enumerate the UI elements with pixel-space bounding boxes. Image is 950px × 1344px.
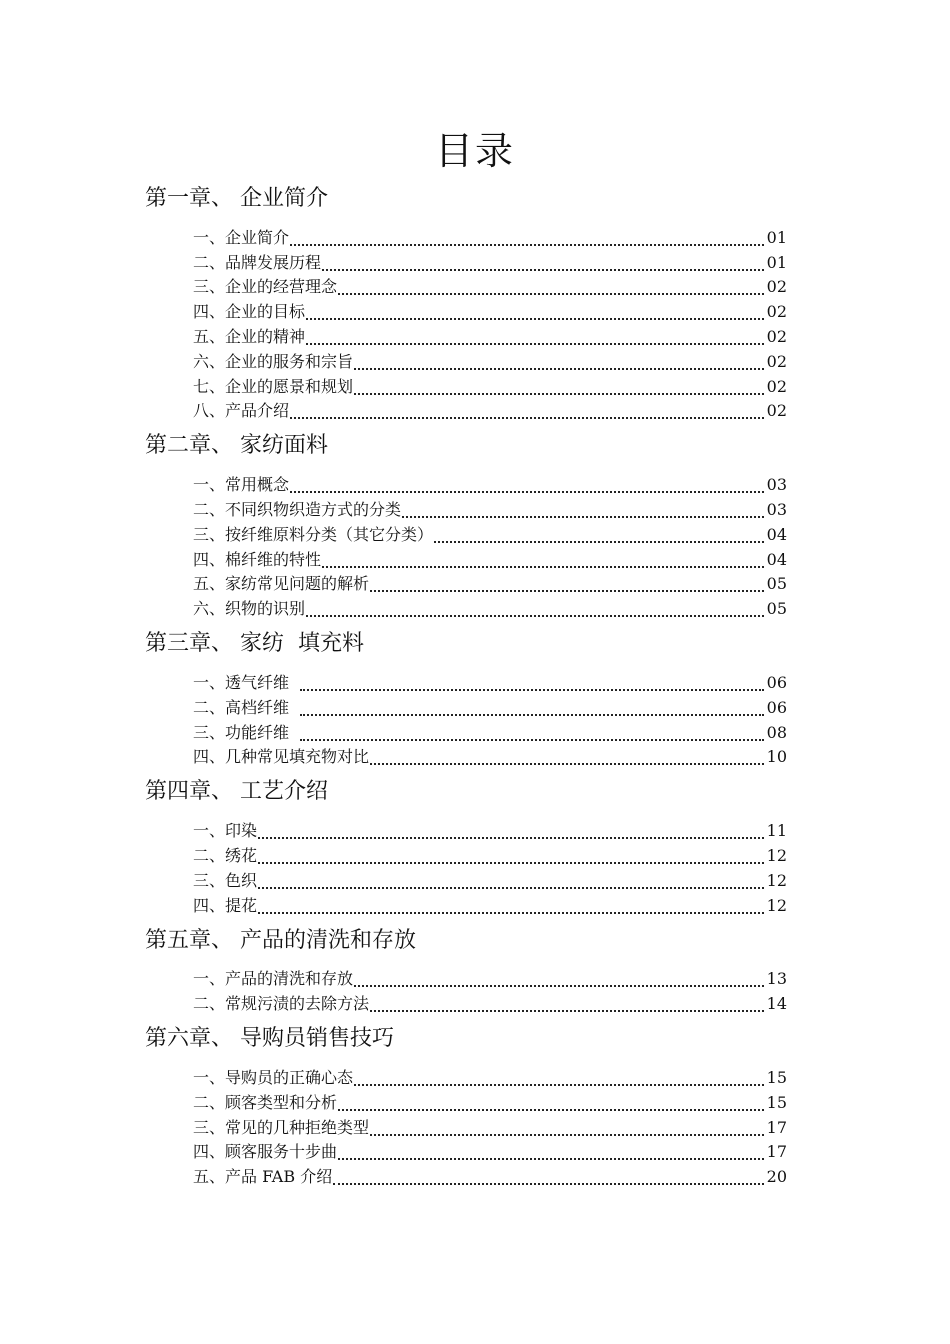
toc-entry-page-number: 12 [766, 870, 787, 890]
toc-entry[interactable] [145, 471, 787, 496]
toc-entry-label: 六、企业的服务和宗旨 [193, 351, 354, 371]
toc-entry-label: 一、印染 [193, 821, 258, 841]
dot-leader [354, 393, 764, 395]
toc-entry[interactable] [145, 1089, 787, 1114]
toc-entry-page-number: 14 [766, 994, 787, 1014]
toc-entry-label: 五、家纺常见问题的解析 [193, 574, 370, 594]
toc-entry-page-number: 13 [766, 969, 787, 989]
toc-entry[interactable] [145, 373, 787, 398]
toc-entry-page-number: 04 [766, 524, 787, 544]
dot-leader [338, 293, 764, 295]
toc-entry-page-number: 06 [766, 697, 787, 717]
toc-entry[interactable] [145, 546, 787, 571]
toc-entry-page-number: 02 [766, 351, 787, 371]
toc-entry-label: 五、产品 FAB 介绍 [193, 1167, 333, 1187]
dot-leader [370, 590, 764, 592]
chapter-title: 第五章、 产品的清洗和存放 [145, 927, 416, 953]
toc-entry-page-number: 02 [766, 302, 787, 322]
toc-entry-page-number: 01 [766, 227, 787, 247]
toc-entry[interactable] [145, 744, 787, 769]
toc-entry-label: 二、品牌发展历程 [193, 252, 322, 272]
toc-entry-page-number: 02 [766, 326, 787, 346]
dot-leader [434, 541, 764, 543]
chapter-entries [145, 224, 787, 422]
toc-entry-label: 一、常用概念 [193, 475, 290, 495]
toc-entry[interactable] [145, 867, 787, 892]
toc-entry[interactable] [145, 694, 787, 719]
dot-leader [258, 837, 764, 839]
toc-chapter [145, 926, 787, 1016]
toc-entry-label: 四、棉纤维的特性 [193, 549, 322, 569]
toc-entry-page-number: 05 [766, 599, 787, 619]
toc-entry-label: 二、高档纤维 [193, 697, 300, 717]
toc-entry-label: 八、产品介绍 [193, 401, 290, 421]
toc-entry-page-number: 02 [766, 277, 787, 297]
dot-leader [290, 244, 764, 246]
toc-entry-page-number: 05 [766, 574, 787, 594]
dot-leader [300, 689, 764, 691]
dot-leader [300, 739, 764, 741]
chapter-entries [145, 966, 787, 1016]
dot-leader [354, 1084, 764, 1086]
dot-leader [333, 1183, 764, 1185]
dot-leader [306, 343, 764, 345]
dot-leader [290, 491, 764, 493]
toc-entry-page-number: 02 [766, 376, 787, 396]
toc-entry-page-number: 02 [766, 401, 787, 421]
chapter-title: 第一章、 企业简介 [145, 186, 328, 211]
dot-leader [322, 566, 764, 568]
toc-entry-page-number: 17 [766, 1117, 787, 1137]
toc-chapter [145, 777, 787, 916]
toc-entry-page-number: 12 [766, 845, 787, 865]
toc-entry[interactable] [145, 817, 787, 842]
toc-entry-page-number: 15 [766, 1092, 787, 1112]
dot-leader [300, 714, 764, 716]
toc-entry[interactable] [145, 669, 787, 694]
toc-entry-page-number: 17 [766, 1142, 787, 1162]
toc-entry-label: 四、顾客服务十步曲 [193, 1142, 338, 1162]
toc-entry-label: 一、导购员的正确心态 [193, 1067, 354, 1087]
chapter-entries [145, 1064, 787, 1188]
toc-entry-label: 三、按纤维原料分类（其它分类） [193, 524, 434, 544]
toc-entry-label: 三、常见的几种拒绝类型 [193, 1117, 370, 1137]
chapter-entries [145, 817, 787, 916]
chapter-title: 第二章、 家纺面料 [145, 433, 328, 459]
chapter-title: 第四章、 工艺介绍 [145, 779, 328, 805]
toc-entry[interactable] [145, 719, 787, 744]
toc-chapter [145, 184, 787, 422]
toc-entry-label: 四、提花 [193, 895, 258, 915]
toc-entry[interactable] [145, 1163, 787, 1188]
toc-entry[interactable] [145, 595, 787, 620]
toc-entry-page-number: 06 [766, 672, 787, 692]
chapter-title: 第六章、 导购员销售技巧 [145, 1026, 394, 1052]
toc-entry[interactable] [145, 842, 787, 867]
toc-entry-page-number: 10 [766, 747, 787, 767]
toc-entry-label: 三、企业的经营理念 [193, 277, 338, 297]
toc-entry[interactable] [145, 274, 787, 299]
toc-entry-page-number: 11 [766, 821, 787, 841]
toc-entry-label: 七、企业的愿景和规划 [193, 376, 354, 396]
toc-chapter [145, 629, 787, 768]
toc-entry-page-number: 03 [766, 475, 787, 495]
dot-leader [322, 269, 764, 271]
toc-entry-page-number: 20 [766, 1167, 787, 1187]
dot-leader [370, 1010, 764, 1012]
toc-chapter [145, 431, 787, 620]
chapter-entries [145, 471, 787, 620]
toc-entry-label: 四、企业的目标 [193, 302, 306, 322]
dot-leader [306, 318, 764, 320]
toc-entry-page-number: 08 [766, 722, 787, 742]
toc-entry[interactable] [145, 521, 787, 546]
dot-leader [258, 887, 764, 889]
toc-entry[interactable] [145, 348, 787, 373]
toc-entry-label: 六、织物的识别 [193, 599, 306, 619]
toc-entry[interactable] [145, 1114, 787, 1139]
toc-entry-label: 二、顾客类型和分析 [193, 1092, 338, 1112]
toc-entry[interactable] [145, 571, 787, 596]
dot-leader [354, 368, 764, 370]
dot-leader [338, 1158, 764, 1160]
toc-entry[interactable] [145, 298, 787, 323]
toc-entry-label: 二、常规污渍的去除方法 [193, 994, 370, 1014]
table-of-contents [145, 184, 787, 1197]
toc-entry[interactable] [145, 990, 787, 1015]
toc-entry-page-number: 01 [766, 252, 787, 272]
toc-entry-label: 二、不同织物织造方式的分类 [193, 499, 402, 519]
dot-leader [370, 1134, 764, 1136]
toc-entry[interactable] [145, 323, 787, 348]
toc-entry-page-number: 03 [766, 499, 787, 519]
dot-leader [290, 417, 764, 419]
toc-entry[interactable] [145, 1139, 787, 1164]
dot-leader [338, 1109, 764, 1111]
dot-leader [258, 912, 764, 914]
dot-leader [370, 763, 764, 765]
toc-chapter [145, 1024, 787, 1188]
dot-leader [354, 985, 764, 987]
toc-entry[interactable] [145, 1064, 787, 1089]
toc-entry-label: 一、透气纤维 [193, 672, 300, 692]
chapter-title: 第三章、 家纺 填充料 [145, 631, 364, 657]
toc-entry-page-number: 15 [766, 1067, 787, 1087]
dot-leader [306, 615, 764, 617]
toc-entry[interactable] [145, 892, 787, 917]
toc-entry[interactable] [145, 966, 787, 991]
toc-entry-label: 一、企业简介 [193, 227, 290, 247]
toc-entry-label: 二、绣花 [193, 845, 258, 865]
dot-leader [402, 516, 764, 518]
toc-entry-label: 一、产品的清洗和存放 [193, 969, 354, 989]
toc-entry[interactable] [145, 249, 787, 274]
chapter-entries [145, 669, 787, 768]
toc-entry[interactable] [145, 496, 787, 521]
toc-entry-label: 四、几种常见填充物对比 [193, 747, 370, 767]
toc-entry-label: 三、色织 [193, 870, 258, 890]
toc-entry[interactable] [145, 398, 787, 423]
dot-leader [258, 862, 764, 864]
toc-entry-label: 三、功能纤维 [193, 722, 300, 742]
toc-entry-page-number: 04 [766, 549, 787, 569]
toc-entry[interactable] [145, 224, 787, 249]
page-title: 目录 [434, 129, 515, 173]
toc-entry-label: 五、企业的精神 [193, 326, 306, 346]
toc-entry-page-number: 12 [766, 895, 787, 915]
